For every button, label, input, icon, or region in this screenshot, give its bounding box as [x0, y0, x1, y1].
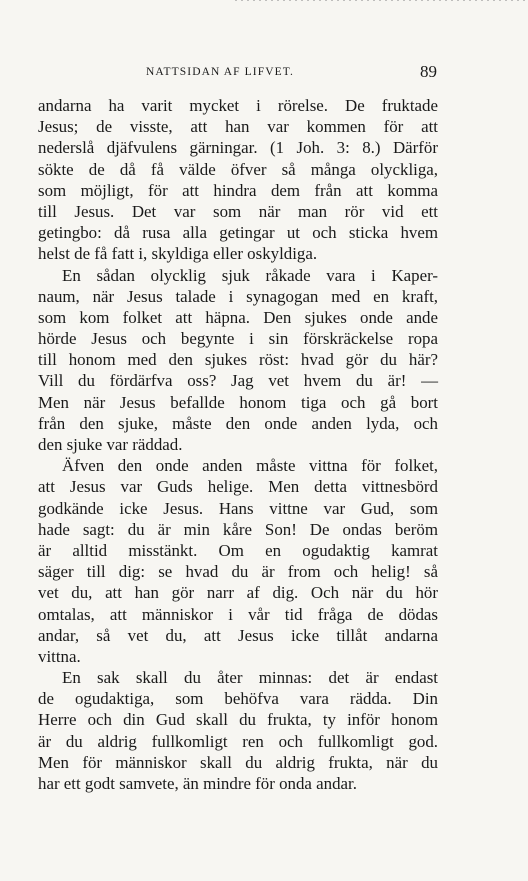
running-title: NATTSIDAN AF LIFVET. [146, 66, 294, 78]
body-text [38, 95, 438, 794]
text-line: Men för människor skall du aldrig frukta, när du [38, 752, 438, 772]
text-line: som möjligt, för att hindra dem från att komma [38, 180, 438, 200]
text-line: En sak skall du åter minnas: det är endast [62, 668, 438, 688]
text-line: nederslå djäfvulens gärningar. (1 Joh. 3: 8.) Därför [38, 138, 438, 158]
text-line: är alltid misstänkt. Om en ogudaktig kamrat [38, 540, 438, 560]
text-line: andar, så vet du, att Jesus icke tillåt andarna [38, 625, 438, 645]
text-line: Herre och din Gud skall du frukta, ty inför honom [38, 710, 438, 730]
text-line: getingbo: då rusa alla getingar ut och sticka hvem [38, 223, 438, 243]
text-line: den sjuke var räddad. [38, 435, 183, 454]
text-line: Äfven den onde anden måste vittna för folket, [62, 456, 438, 476]
text-line: sökte de då få välde öfver så många olyckliga, [38, 159, 438, 179]
text-line: vittna. [38, 646, 81, 666]
text-line: hörde Jesus och begynte i sin förskräckelse ropa [38, 329, 438, 349]
text-line: är du aldrig fullkomligt ren och fullkomligt god. [38, 731, 438, 751]
text-line: vet du, att han gör narr af dig. Och när du hör [38, 583, 438, 603]
text-line: naum, när Jesus talade i synagogan med en kraft, [38, 286, 438, 306]
paragraph [38, 455, 438, 667]
text-line: som kom folket att häpna. Den sjukes onde ande [38, 307, 438, 327]
page-header [40, 62, 438, 84]
text-line: hade sagt: du är min kåre Son! De ondas beröm [38, 519, 438, 539]
text-line: Jesus; de visste, att han var kommen för att [38, 117, 438, 137]
text-line: till Jesus. Det var som när man rör vid ett [38, 201, 438, 221]
text-line: Men när Jesus befallde honom tiga och gå bort [38, 392, 438, 412]
scan-edge-mark [235, 0, 525, 1]
text-line: till honom med den sjukes röst: hvad gör du här? [38, 350, 438, 370]
text-line: helst de få fatt i, skyldiga eller oskyldiga. [38, 244, 318, 264]
text-line: En sådan olycklig sjuk råkade vara i Kaper- [62, 265, 438, 285]
text-line: säger till dig: se hvad du är from och helig! så [38, 562, 438, 582]
text-line: från den sjuke, måste den onde anden lyda, och [38, 413, 438, 433]
text-line: har ett godt samvete, än mindre för onda andar. [38, 774, 357, 793]
text-line: omtalas, att människor i vår tid fråga de dödas [38, 604, 438, 624]
text-line: godkände icke Jesus. Hans vittne var Gud, som [38, 498, 438, 518]
paragraph [38, 95, 438, 265]
page-number: 89 [420, 62, 437, 81]
text-line: att Jesus var Guds helige. Men detta vittnesbörd [38, 477, 438, 497]
paragraph [38, 265, 438, 456]
text-line: Vill du fördärfva oss? Jag vet hvem du är! — [38, 371, 438, 391]
text-line: de ogudaktiga, som behöfva vara rädda. Din [38, 689, 438, 709]
text-line: andarna ha varit mycket i rörelse. De fruktade [38, 96, 438, 115]
paragraph [38, 667, 438, 794]
